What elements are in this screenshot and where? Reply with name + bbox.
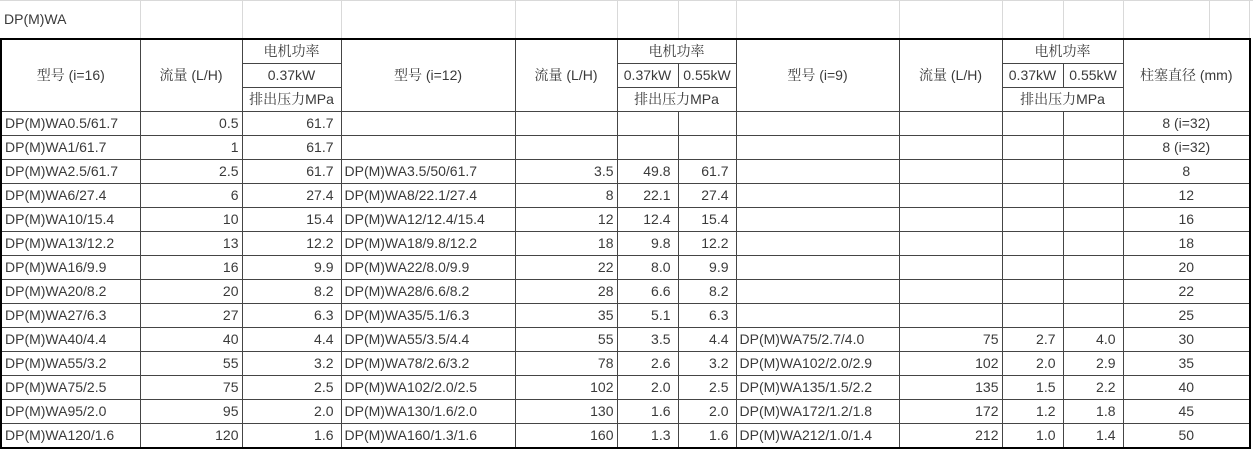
cell-model-i16: DP(M)WA10/15.4 — [1, 208, 140, 232]
cell-plunger-diameter: 8 — [1123, 160, 1250, 184]
cell-model-i9 — [736, 112, 899, 136]
cell-flow-i12: 8 — [515, 184, 617, 208]
cell-flow-i16: 16 — [140, 256, 242, 280]
header-flow-i9: 流量 (L/H) — [899, 39, 1002, 112]
cell-model-i9 — [736, 184, 899, 208]
cell-flow-i16: 10 — [140, 208, 242, 232]
cell-pressure-i16: 12.2 — [242, 232, 341, 256]
table-row — [1, 376, 1250, 400]
cell-pressure055-i9 — [1063, 208, 1123, 232]
cell-model-i12: DP(M)WA102/2.0/2.5 — [341, 376, 515, 400]
cell-pressure-i16: 8.2 — [242, 280, 341, 304]
cell-model-i9 — [736, 208, 899, 232]
cell-model-i9: DP(M)WA212/1.0/1.4 — [736, 424, 899, 449]
cell-flow-i9 — [899, 256, 1002, 280]
cell-flow-i16: 95 — [140, 400, 242, 424]
cell-pressure-i16: 2.5 — [242, 376, 341, 400]
table-row — [1, 328, 1250, 352]
cell-pressure037-i12: 5.1 — [617, 304, 678, 328]
gridline — [678, 1, 679, 38]
cell-pressure055-i9: 1.8 — [1063, 400, 1123, 424]
cell-model-i16: DP(M)WA6/27.4 — [1, 184, 140, 208]
gridline — [1063, 1, 1064, 38]
cell-model-i16: DP(M)WA120/1.6 — [1, 424, 140, 449]
cell-pressure037-i12: 22.1 — [617, 184, 678, 208]
cell-pressure037-i12: 6.6 — [617, 280, 678, 304]
cell-model-i9 — [736, 280, 899, 304]
cell-pressure037-i9 — [1002, 184, 1063, 208]
header-model-i16: 型号 (i=16) — [1, 39, 140, 112]
cell-pressure055-i12: 12.2 — [678, 232, 736, 256]
cell-flow-i16: 27 — [140, 304, 242, 328]
cell-pressure037-i12: 2.0 — [617, 376, 678, 400]
cell-pressure055-i12: 61.7 — [678, 160, 736, 184]
table-row — [1, 184, 1250, 208]
cell-pressure037-i12: 9.8 — [617, 232, 678, 256]
cell-pressure-i16: 61.7 — [242, 136, 341, 160]
cell-pressure037-i12 — [617, 136, 678, 160]
cell-plunger-diameter: 8 (i=32) — [1123, 112, 1250, 136]
cell-pressure037-i9: 1.2 — [1002, 400, 1063, 424]
cell-plunger-diameter: 12 — [1123, 184, 1250, 208]
cell-pressure055-i9 — [1063, 184, 1123, 208]
cell-pressure037-i9 — [1002, 160, 1063, 184]
cell-pressure-i16: 27.4 — [242, 184, 341, 208]
cell-pressure-i16: 15.4 — [242, 208, 341, 232]
cell-pressure055-i12 — [678, 112, 736, 136]
cell-model-i16: DP(M)WA20/8.2 — [1, 280, 140, 304]
cell-model-i12: DP(M)WA12/12.4/15.4 — [341, 208, 515, 232]
cell-model-i16: DP(M)WA27/6.3 — [1, 304, 140, 328]
cell-flow-i9 — [899, 136, 1002, 160]
cell-flow-i16: 1 — [140, 136, 242, 160]
cell-pressure037-i12 — [617, 112, 678, 136]
cell-model-i16: DP(M)WA0.5/61.7 — [1, 112, 140, 136]
cell-model-i12: DP(M)WA18/9.8/12.2 — [341, 232, 515, 256]
cell-pressure037-i12: 1.3 — [617, 424, 678, 449]
header-flow-i16: 流量 (L/H) — [140, 39, 242, 112]
cell-flow-i9: 135 — [899, 376, 1002, 400]
header-discharge-pressure-i12: 排出压力MPa — [617, 88, 736, 112]
cell-flow-i9: 212 — [899, 424, 1002, 449]
table-row — [1, 136, 1250, 160]
cell-flow-i16: 120 — [140, 424, 242, 449]
cell-flow-i12: 160 — [515, 424, 617, 449]
gridline — [1002, 1, 1003, 38]
cell-pressure037-i12: 49.8 — [617, 160, 678, 184]
cell-model-i12 — [341, 136, 515, 160]
cell-plunger-diameter: 35 — [1123, 352, 1250, 376]
cell-flow-i16: 20 — [140, 280, 242, 304]
header-row-1 — [1, 39, 1250, 64]
cell-flow-i9 — [899, 232, 1002, 256]
header-discharge-pressure-i16: 排出压力MPa — [242, 88, 341, 112]
header-power-055-i12: 0.55kW — [678, 64, 736, 88]
cell-model-i12: DP(M)WA3.5/50/61.7 — [341, 160, 515, 184]
cell-flow-i12: 55 — [515, 328, 617, 352]
cell-flow-i16: 2.5 — [140, 160, 242, 184]
cell-pressure055-i12: 3.2 — [678, 352, 736, 376]
cell-pressure055-i9 — [1063, 304, 1123, 328]
cell-model-i12: DP(M)WA78/2.6/3.2 — [341, 352, 515, 376]
cell-pressure055-i9 — [1063, 280, 1123, 304]
cell-model-i9 — [736, 232, 899, 256]
header-motor-power-i16: 电机功率 — [242, 39, 341, 64]
cell-pressure037-i9: 2.0 — [1002, 352, 1063, 376]
cell-flow-i12: 18 — [515, 232, 617, 256]
cell-pressure055-i12 — [678, 136, 736, 160]
cell-pressure037-i9 — [1002, 232, 1063, 256]
table-row — [1, 232, 1250, 256]
cell-pressure055-i12: 8.2 — [678, 280, 736, 304]
cell-plunger-diameter: 22 — [1123, 280, 1250, 304]
gridline — [1123, 1, 1124, 38]
cell-model-i12: DP(M)WA35/5.1/6.3 — [341, 304, 515, 328]
cell-flow-i16: 75 — [140, 376, 242, 400]
cell-flow-i12: 12 — [515, 208, 617, 232]
cell-model-i16: DP(M)WA95/2.0 — [1, 400, 140, 424]
table-row — [1, 304, 1250, 328]
cell-plunger-diameter: 18 — [1123, 232, 1250, 256]
cell-plunger-diameter: 30 — [1123, 328, 1250, 352]
cell-model-i12: DP(M)WA8/22.1/27.4 — [341, 184, 515, 208]
cell-pressure055-i9 — [1063, 256, 1123, 280]
header-model-i12: 型号 (i=12) — [341, 39, 515, 112]
cell-model-i9 — [736, 256, 899, 280]
header-motor-power-i12: 电机功率 — [617, 39, 736, 64]
table-row — [1, 208, 1250, 232]
header-plunger-diameter: 柱塞直径 (mm) — [1123, 39, 1250, 112]
cell-pressure055-i12: 15.4 — [678, 208, 736, 232]
cell-model-i12: DP(M)WA28/6.6/8.2 — [341, 280, 515, 304]
cell-pressure037-i9 — [1002, 280, 1063, 304]
cell-pressure055-i9 — [1063, 112, 1123, 136]
cell-pressure037-i9 — [1002, 256, 1063, 280]
cell-model-i12 — [341, 112, 515, 136]
cell-flow-i16: 13 — [140, 232, 242, 256]
cell-model-i16: DP(M)WA75/2.5 — [1, 376, 140, 400]
sheet-title: DP(M)WA — [4, 11, 67, 27]
cell-flow-i12 — [515, 136, 617, 160]
cell-flow-i9 — [899, 280, 1002, 304]
cell-pressure-i16: 1.6 — [242, 424, 341, 449]
gridline — [140, 1, 141, 38]
header-power-037-i12: 0.37kW — [617, 64, 678, 88]
cell-plunger-diameter: 25 — [1123, 304, 1250, 328]
cell-flow-i9 — [899, 160, 1002, 184]
cell-model-i9 — [736, 136, 899, 160]
table-row — [1, 112, 1250, 136]
cell-model-i9 — [736, 160, 899, 184]
cell-flow-i9: 172 — [899, 400, 1002, 424]
gridline — [899, 1, 900, 38]
cell-model-i9: DP(M)WA172/1.2/1.8 — [736, 400, 899, 424]
cell-flow-i12: 35 — [515, 304, 617, 328]
cell-flow-i12: 78 — [515, 352, 617, 376]
cell-flow-i9 — [899, 208, 1002, 232]
cell-pressure055-i9 — [1063, 232, 1123, 256]
gridline — [617, 1, 618, 38]
gridline — [341, 1, 342, 38]
cell-pressure037-i12: 8.0 — [617, 256, 678, 280]
cell-pressure037-i9 — [1002, 208, 1063, 232]
cell-pressure037-i9 — [1002, 304, 1063, 328]
header-power-037-i16: 0.37kW — [242, 64, 341, 88]
cell-pressure055-i9: 2.9 — [1063, 352, 1123, 376]
cell-pressure-i16: 6.3 — [242, 304, 341, 328]
cell-flow-i12: 28 — [515, 280, 617, 304]
table-row — [1, 160, 1250, 184]
cell-flow-i16: 6 — [140, 184, 242, 208]
cell-plunger-diameter: 16 — [1123, 208, 1250, 232]
cell-model-i9: DP(M)WA102/2.0/2.9 — [736, 352, 899, 376]
cell-pressure055-i9: 4.0 — [1063, 328, 1123, 352]
cell-model-i16: DP(M)WA16/9.9 — [1, 256, 140, 280]
cell-flow-i12: 130 — [515, 400, 617, 424]
cell-flow-i12 — [515, 112, 617, 136]
gridline — [1209, 1, 1210, 38]
table-row — [1, 424, 1250, 449]
header-power-055-i9: 0.55kW — [1063, 64, 1123, 88]
cell-flow-i16: 0.5 — [140, 112, 242, 136]
cell-plunger-diameter: 8 (i=32) — [1123, 136, 1250, 160]
cell-pressure-i16: 4.4 — [242, 328, 341, 352]
cell-flow-i16: 55 — [140, 352, 242, 376]
cell-plunger-diameter: 20 — [1123, 256, 1250, 280]
cell-flow-i12: 3.5 — [515, 160, 617, 184]
cell-flow-i9 — [899, 184, 1002, 208]
gridline — [242, 1, 243, 38]
cell-model-i16: DP(M)WA40/4.4 — [1, 328, 140, 352]
cell-model-i16: DP(M)WA2.5/61.7 — [1, 160, 140, 184]
cell-flow-i9 — [899, 112, 1002, 136]
header-motor-power-i9: 电机功率 — [1002, 39, 1123, 64]
cell-pressure037-i12: 3.5 — [617, 328, 678, 352]
cell-pressure037-i12: 1.6 — [617, 400, 678, 424]
cell-pressure037-i9: 2.7 — [1002, 328, 1063, 352]
cell-pressure037-i9 — [1002, 112, 1063, 136]
cell-pressure055-i12: 9.9 — [678, 256, 736, 280]
spec-table — [0, 38, 1251, 449]
cell-flow-i9 — [899, 304, 1002, 328]
cell-flow-i9: 102 — [899, 352, 1002, 376]
header-model-i9: 型号 (i=9) — [736, 39, 899, 112]
cell-flow-i12: 102 — [515, 376, 617, 400]
cell-pressure037-i9: 1.5 — [1002, 376, 1063, 400]
title-row — [0, 0, 1253, 38]
cell-flow-i16: 40 — [140, 328, 242, 352]
cell-model-i12: DP(M)WA160/1.3/1.6 — [341, 424, 515, 449]
gridline — [1249, 1, 1250, 38]
cell-pressure055-i9 — [1063, 136, 1123, 160]
cell-pressure-i16: 2.0 — [242, 400, 341, 424]
cell-pressure-i16: 3.2 — [242, 352, 341, 376]
cell-flow-i9: 75 — [899, 328, 1002, 352]
cell-model-i16: DP(M)WA55/3.2 — [1, 352, 140, 376]
cell-pressure055-i9 — [1063, 160, 1123, 184]
cell-pressure055-i12: 6.3 — [678, 304, 736, 328]
cell-flow-i12: 22 — [515, 256, 617, 280]
header-flow-i12: 流量 (L/H) — [515, 39, 617, 112]
cell-model-i12: DP(M)WA22/8.0/9.9 — [341, 256, 515, 280]
cell-pressure-i16: 9.9 — [242, 256, 341, 280]
cell-model-i9 — [736, 304, 899, 328]
cell-pressure055-i12: 1.6 — [678, 424, 736, 449]
cell-pressure055-i9: 1.4 — [1063, 424, 1123, 449]
cell-pressure-i16: 61.7 — [242, 160, 341, 184]
cell-pressure055-i12: 2.5 — [678, 376, 736, 400]
gridline — [515, 1, 516, 38]
cell-pressure037-i12: 2.6 — [617, 352, 678, 376]
cell-plunger-diameter: 45 — [1123, 400, 1250, 424]
header-discharge-pressure-i9: 排出压力MPa — [1002, 88, 1123, 112]
table-row — [1, 280, 1250, 304]
cell-model-i12: DP(M)WA130/1.6/2.0 — [341, 400, 515, 424]
cell-pressure037-i12: 12.4 — [617, 208, 678, 232]
cell-pressure055-i12: 2.0 — [678, 400, 736, 424]
cell-model-i16: DP(M)WA1/61.7 — [1, 136, 140, 160]
cell-pressure037-i9 — [1002, 136, 1063, 160]
header-power-037-i9: 0.37kW — [1002, 64, 1063, 88]
table-row — [1, 256, 1250, 280]
cell-plunger-diameter: 50 — [1123, 424, 1250, 449]
cell-pressure-i16: 61.7 — [242, 112, 341, 136]
gridline — [736, 1, 737, 38]
cell-pressure055-i12: 4.4 — [678, 328, 736, 352]
cell-pressure055-i12: 27.4 — [678, 184, 736, 208]
cell-plunger-diameter: 40 — [1123, 376, 1250, 400]
cell-model-i12: DP(M)WA55/3.5/4.4 — [341, 328, 515, 352]
cell-model-i9: DP(M)WA75/2.7/4.0 — [736, 328, 899, 352]
cell-pressure037-i9: 1.0 — [1002, 424, 1063, 449]
table-row — [1, 400, 1250, 424]
table-row — [1, 352, 1250, 376]
cell-pressure055-i9: 2.2 — [1063, 376, 1123, 400]
cell-model-i9: DP(M)WA135/1.5/2.2 — [736, 376, 899, 400]
cell-model-i16: DP(M)WA13/12.2 — [1, 232, 140, 256]
